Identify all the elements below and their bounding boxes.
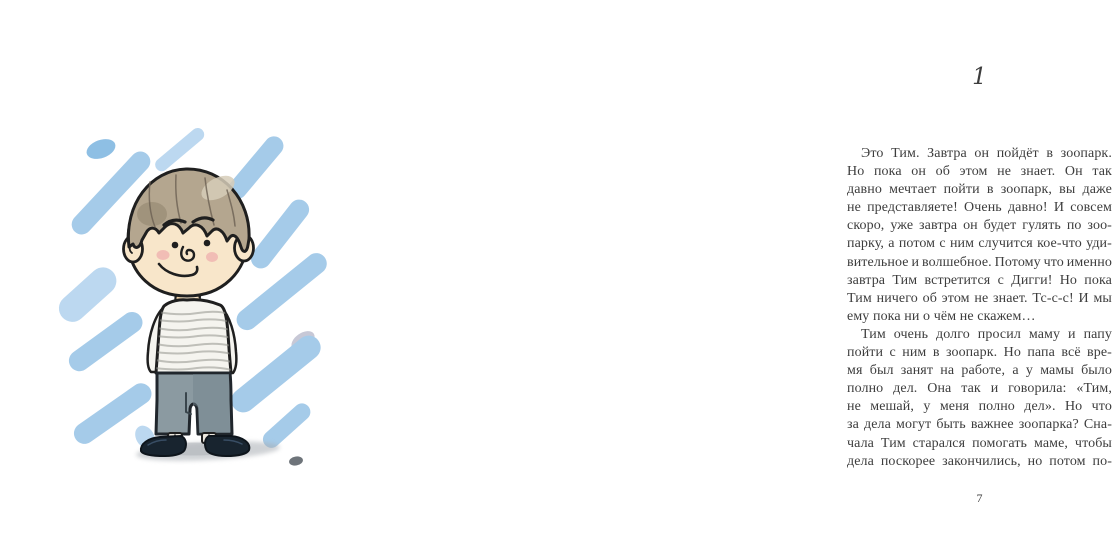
text-line: мя был занят на работе, а у мамы было — [847, 363, 1112, 379]
boy-cheek-left — [157, 250, 170, 260]
text-line: парку, а потом с ним случится кое-что уди- — [847, 236, 1112, 252]
text-line: скоро, уже завтра он будет гулять по зоо- — [847, 218, 1112, 234]
text-line: Но пока он об этом не знает. Он так — [847, 164, 1112, 180]
right-page — [400, 0, 1112, 540]
text-line: завтра Тим встретится с Дигги! Но пока — [847, 272, 1112, 288]
boy-cheek-right — [206, 252, 218, 262]
page-number: 7 — [976, 491, 983, 505]
text-line: Тим очень долго просил маму и папу — [861, 326, 1112, 342]
boy-eye-right — [204, 240, 211, 247]
boy-illustration — [42, 118, 342, 468]
pebble — [288, 455, 303, 466]
chapter-number: 1 — [972, 64, 987, 90]
text-line: чала Тим старался помогать маме, чтобы — [847, 435, 1112, 451]
text-line: за дела могут быть важнее зоопарка? Сна- — [847, 417, 1112, 433]
text-line: вительное и волшебное. Потому что именно — [847, 254, 1112, 270]
text-line: полно дел. Она так и говорила: «Тим, — [847, 381, 1112, 397]
boy — [124, 169, 254, 456]
text-line: дела поскорее закончились, но потом по- — [847, 453, 1112, 469]
boy-shoe-right — [205, 436, 249, 456]
text-line: давно мечтает пойти в зоопарк, вы даже — [847, 182, 1112, 198]
text-line: Тим ничего об этом не знает. Тс-с-с! И мы — [847, 290, 1112, 306]
text-line: ему пока ни о чём не скажем… — [847, 308, 1036, 324]
text-line: пойти с ним в зоопарк. Но папа всё вре- — [847, 345, 1112, 361]
boy-eye-left — [172, 242, 179, 249]
text-line: Это Тим. Завтра он пойдёт в зоопарк. — [861, 146, 1112, 161]
text-line: не представляете! Очень давно! И совсем — [847, 200, 1112, 216]
body-text — [847, 145, 1112, 471]
text-line: не мешай, у меня полно дел». Но что — [847, 399, 1112, 415]
boy-trousers — [156, 373, 232, 434]
left-page — [0, 0, 385, 540]
